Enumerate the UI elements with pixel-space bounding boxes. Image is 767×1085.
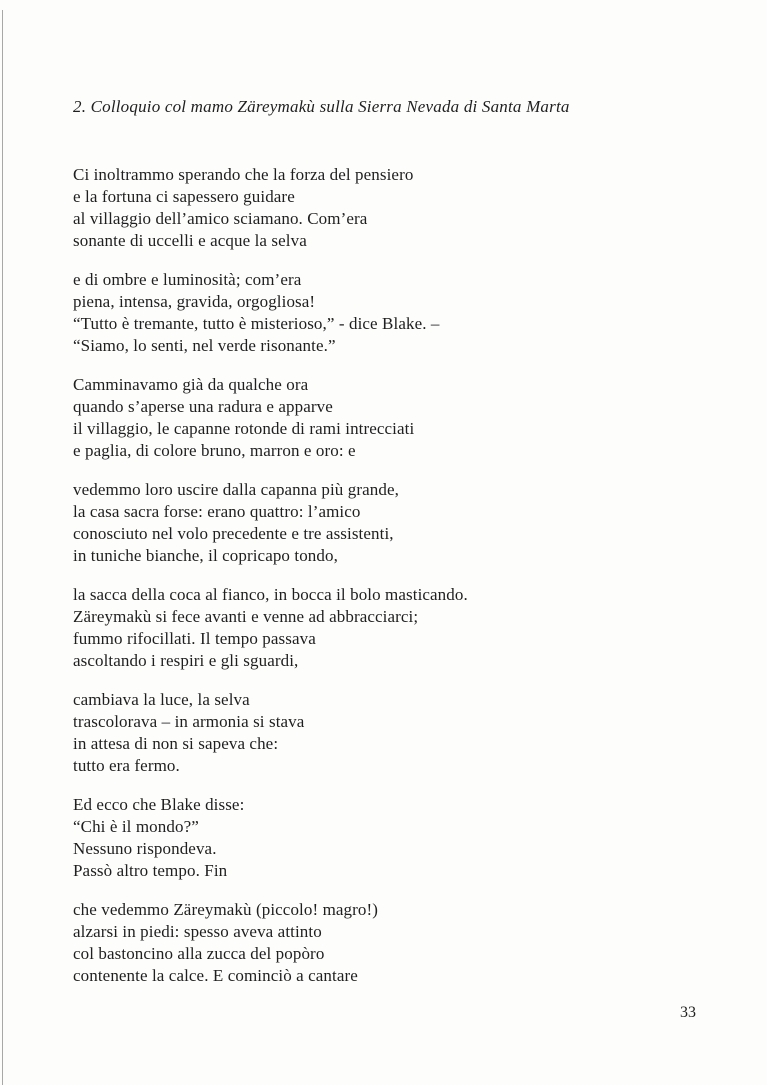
poem-line: contenente la calce. E cominciò a cantare xyxy=(73,966,358,985)
poem-line: conosciuto nel volo precedente e tre assistenti, xyxy=(73,524,394,543)
poem-line: in attesa di non si sapeva che: xyxy=(73,734,279,753)
poem-line: che vedemmo Zäreymakù (piccolo! magro!) xyxy=(73,900,379,919)
poem-line: col bastoncino alla zucca del popòro xyxy=(73,944,325,963)
poem-line: e paglia, di colore bruno, marron e oro: e xyxy=(73,441,356,460)
poem-line: la casa sacra forse: erano quattro: l’amico xyxy=(73,502,361,521)
poem-line: Ed ecco che Blake disse: xyxy=(73,795,245,814)
poem-line: e la fortuna ci sapessero guidare xyxy=(73,187,295,206)
poem-line: Passò altro tempo. Fin xyxy=(73,861,228,880)
poem-line: Ci inoltrammo sperando che la forza del pensiero xyxy=(73,165,414,184)
poem-line: “Tutto è tremante, tutto è misterioso,” - dice Blake. – xyxy=(73,314,440,333)
poem-line: in tuniche bianche, il copricapo tondo, xyxy=(73,546,338,565)
poem-line: ascoltando i respiri e gli sguardi, xyxy=(73,651,299,670)
poem-line: vedemmo loro uscire dalla capanna più grande, xyxy=(73,480,399,499)
poem-body xyxy=(73,164,727,987)
poem-title: 2. Colloquio col mamo Zäreymakù sulla Sierra Nevada di Santa Marta xyxy=(73,97,570,116)
poem-line: fummo rifocillati. Il tempo passava xyxy=(73,629,316,648)
stanza xyxy=(73,269,727,357)
poem-line: “Siamo, lo senti, nel verde risonante.” xyxy=(73,336,336,355)
poem-line: sonante di uccelli e acque la selva xyxy=(73,231,307,250)
poem-line: e di ombre e luminosità; com’era xyxy=(73,270,302,289)
poem-line: la sacca della coca al fianco, in bocca il bolo masticando. xyxy=(73,585,468,604)
stanza xyxy=(73,164,727,252)
poem-line: tutto era fermo. xyxy=(73,756,180,775)
stanza xyxy=(73,584,727,672)
stanza xyxy=(73,374,727,462)
poem-line: Camminavamo già da qualche ora xyxy=(73,375,309,394)
scan-edge-line xyxy=(2,10,3,1085)
poem-line: il villaggio, le capanne rotonde di rami intrecciati xyxy=(73,419,415,438)
poem-line: alzarsi in piedi: spesso aveva attinto xyxy=(73,922,322,941)
poem-line: Zäreymakù si fece avanti e venne ad abbracciarci; xyxy=(73,607,419,626)
stanza xyxy=(73,689,727,777)
stanza xyxy=(73,899,727,987)
page-content xyxy=(73,96,727,1004)
poem-line: al villaggio dell’amico sciamano. Com’era xyxy=(73,209,368,228)
stanza xyxy=(73,479,727,567)
poem-line: “Chi è il mondo?” xyxy=(73,817,199,836)
poem-line: trascolorava – in armonia si stava xyxy=(73,712,305,731)
page-number: 33 xyxy=(680,1004,696,1021)
poem-line: cambiava la luce, la selva xyxy=(73,690,250,709)
stanza xyxy=(73,794,727,882)
poem-line: piena, intensa, gravida, orgogliosa! xyxy=(73,292,316,311)
poem-line: Nessuno rispondeva. xyxy=(73,839,217,858)
poem-line: quando s’aperse una radura e apparve xyxy=(73,397,333,416)
